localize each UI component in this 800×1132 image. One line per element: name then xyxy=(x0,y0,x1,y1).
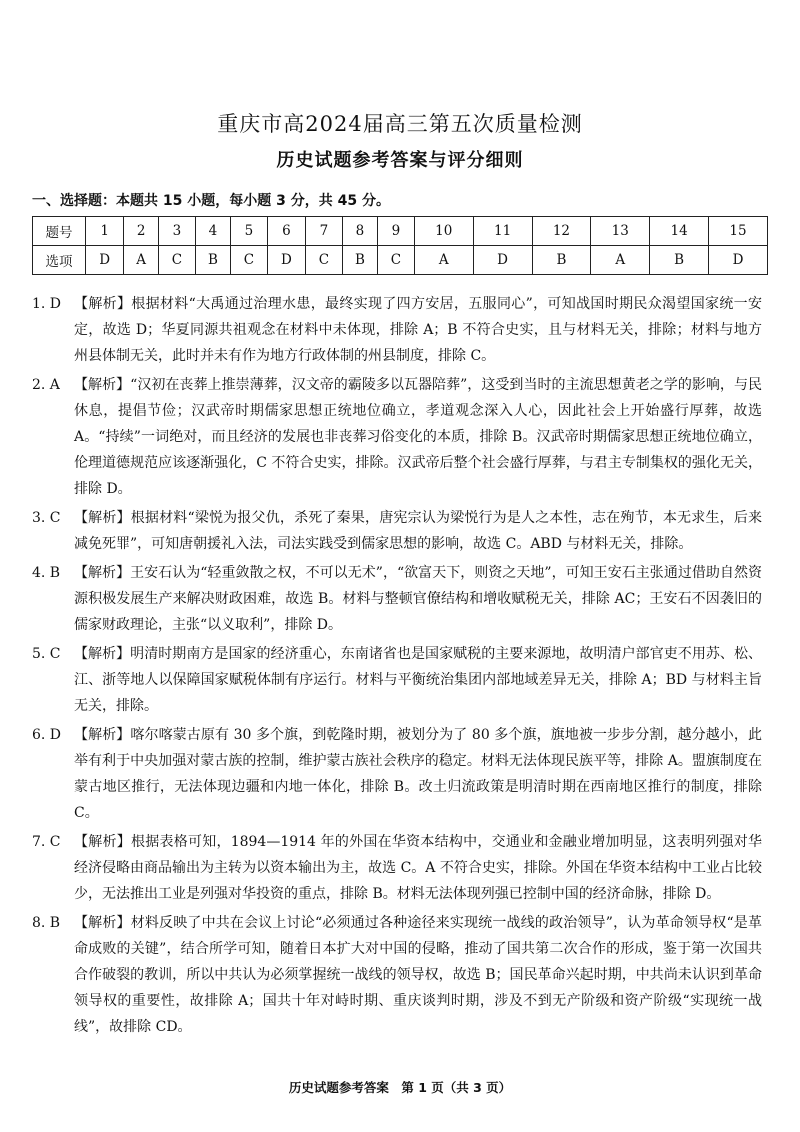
question-number-cell: 9 xyxy=(378,217,415,246)
explanation-item xyxy=(32,372,762,502)
question-number-cell: 4 xyxy=(195,217,230,246)
answer-cell: A xyxy=(124,246,159,275)
answer-cell: B xyxy=(532,246,591,275)
explanation-item xyxy=(32,641,762,719)
answer-cell: D xyxy=(709,246,768,275)
answer-cell: C xyxy=(159,246,196,275)
question-number-cell: 12 xyxy=(532,217,591,246)
answer-cell: A xyxy=(591,246,650,275)
answer-table xyxy=(32,216,768,275)
item-number: 6. D xyxy=(32,727,62,743)
question-number-cell: 3 xyxy=(159,217,196,246)
item-text: 【解析】“汉初在丧葬上推崇薄葬，汉文帝的霸陵多以瓦器陪葬”，这受到当时的主流思想黄老之学的影响，与民休息，提倡节俭；汉武帝时期儒家思想正统地位确立，孝道观念深入人心，因此社会上开始盛行厚葬，故选 A。“持续”一词绝对，而且经济的发展也非丧葬习俗变化的本质，排除 B。汉武帝时期儒家思想正统地位确立，伦理道德规范应该逐渐强化，C 不符合史实，排除。汉武帝后整个社会盛行厚葬，与君主专制集权的强化无关，排除 D。 xyxy=(74,377,762,497)
question-number-cell: 10 xyxy=(414,217,473,246)
explanation-item xyxy=(32,505,762,557)
question-number-row xyxy=(33,217,768,246)
item-number: 4. B xyxy=(32,565,61,581)
item-text: 【解析】材料反映了中共在会议上讨论“必须通过各种途径来实现统一战线的政治领导”，认为革命领导权“是革命成败的关键”，结合所学可知，随着日本扩大对中国的侵略，推动了国共第二次合作的形成，鉴于第一次国共合作破裂的教训，所以中共认为必须掌握统一战线的领导权，故选 B；国民革命兴起时期，中共尚未认识到革命领导权的重要性，故排除 A；国共十年对峙时期、重庆谈判时期，涉及不到无产阶级和资产阶级“实现统一战线”，故排除 CD。 xyxy=(74,915,762,1035)
section-heading: 一、选择题：本题共 15 小题，每小题 3 分，共 45 分。 xyxy=(32,193,390,209)
item-number: 3. C xyxy=(32,510,61,526)
explanation-item xyxy=(32,722,762,826)
answer-cell: C xyxy=(231,246,268,275)
explanation-item xyxy=(32,910,762,1040)
explanation-item xyxy=(32,291,762,369)
page-title: 重庆市高2024届高三第五次质量检测 xyxy=(217,112,583,136)
row-label: 题号 xyxy=(33,217,86,246)
item-text: 【解析】喀尔喀蒙古原有 30 多个旗，到乾隆时期，被划分为了 80 多个旗，旗地被一步步分割，越分越小，此举有利于中央加强对蒙古族的控制，维护蒙古族社会秩序的稳定。材料无法体现民族平等，排除 A。盟旗制度在蒙古地区推行，无法体现边疆和内地一体化，排除 B。改土归流政策是明清时期在西南地区推行的制度，排除 C。 xyxy=(74,727,762,821)
row-label: 选项 xyxy=(33,246,86,275)
item-text: 【解析】王安石认为“轻重敛散之权，不可以无术”，“欲富天下，则资之天地”，可知王安石主张通过借助自然资源积极发展生产来解决财政困难，故选 B。材料与整顿官僚结构和增收赋税无关，排除 AC；王安石不因袭旧的儒家财政理论，主张“以义取利”，排除 D。 xyxy=(74,565,762,633)
answer-cell: A xyxy=(414,246,473,275)
item-text: 【解析】根据表格可知，1894—1914 年的外国在华资本结构中，交通业和金融业增加明显，这表明列强对华经济侵略由商品输出为主转为以资本输出为主，故选 C。A 不符合史实，排除。外国在华资本结构中工业占比较少，无法推出工业是列强对华投资的重点，排除 B。材料无法体现列强已控制中国的经济命脉，排除 D。 xyxy=(74,834,762,902)
item-text: 【解析】根据材料“梁悦为报父仇，杀死了秦果，唐宪宗认为梁悦行为是人之本性，志在殉节，本无求生，后来减免死罪”，可知唐朝援礼入法，司法实践受到儒家思想的影响，故选 C。ABD 与材料无关，排除。 xyxy=(74,510,762,552)
page-subtitle: 历史试题参考答案与评分细则 xyxy=(276,150,524,171)
question-number-cell: 1 xyxy=(86,217,124,246)
question-number-cell: 14 xyxy=(650,217,709,246)
question-number-cell: 11 xyxy=(473,217,532,246)
question-number-cell: 7 xyxy=(306,217,343,246)
item-number: 2. A xyxy=(32,377,60,393)
explanation-item xyxy=(32,829,762,907)
explanation-list xyxy=(32,291,762,1043)
answer-row xyxy=(33,246,768,275)
item-text: 【解析】明清时期南方是国家的经济重心，东南诸省也是国家赋税的主要来源地，故明清户部官吏不用苏、松、江、浙等地人以保障国家赋税体制有序运行。材料与平衡统治集团内部地域差异无关，排除 A；BD 与材料主旨无关，排除。 xyxy=(74,646,762,714)
question-number-cell: 6 xyxy=(267,217,305,246)
answer-cell: B xyxy=(342,246,377,275)
page-footer: 历史试题参考答案 第 1 页（共 3 页） xyxy=(288,1080,512,1095)
answer-cell: B xyxy=(650,246,709,275)
answer-cell: D xyxy=(473,246,532,275)
item-number: 5. C xyxy=(32,646,61,662)
answer-cell: B xyxy=(195,246,230,275)
question-number-cell: 8 xyxy=(342,217,377,246)
item-number: 7. C xyxy=(32,834,61,850)
answer-cell: D xyxy=(267,246,305,275)
item-number: 1. D xyxy=(32,296,62,312)
item-text: 【解析】根据材料“大禹通过治理水患，最终实现了四方安居，五服同心”，可知战国时期民众渴望国家统一安定，故选 D；华夏同源共祖观念在材料中未体现，排除 A；B 不符合史实，且与材料无关，排除；材料与地方州县体制无关，此时并未有作为地方行政体制的州县制度，排除 C。 xyxy=(74,296,762,364)
answer-cell: D xyxy=(86,246,124,275)
explanation-item xyxy=(32,560,762,638)
question-number-cell: 15 xyxy=(709,217,768,246)
answer-cell: C xyxy=(378,246,415,275)
question-number-cell: 13 xyxy=(591,217,650,246)
question-number-cell: 5 xyxy=(231,217,268,246)
item-number: 8. B xyxy=(32,915,61,931)
question-number-cell: 2 xyxy=(124,217,159,246)
answer-cell: C xyxy=(306,246,343,275)
